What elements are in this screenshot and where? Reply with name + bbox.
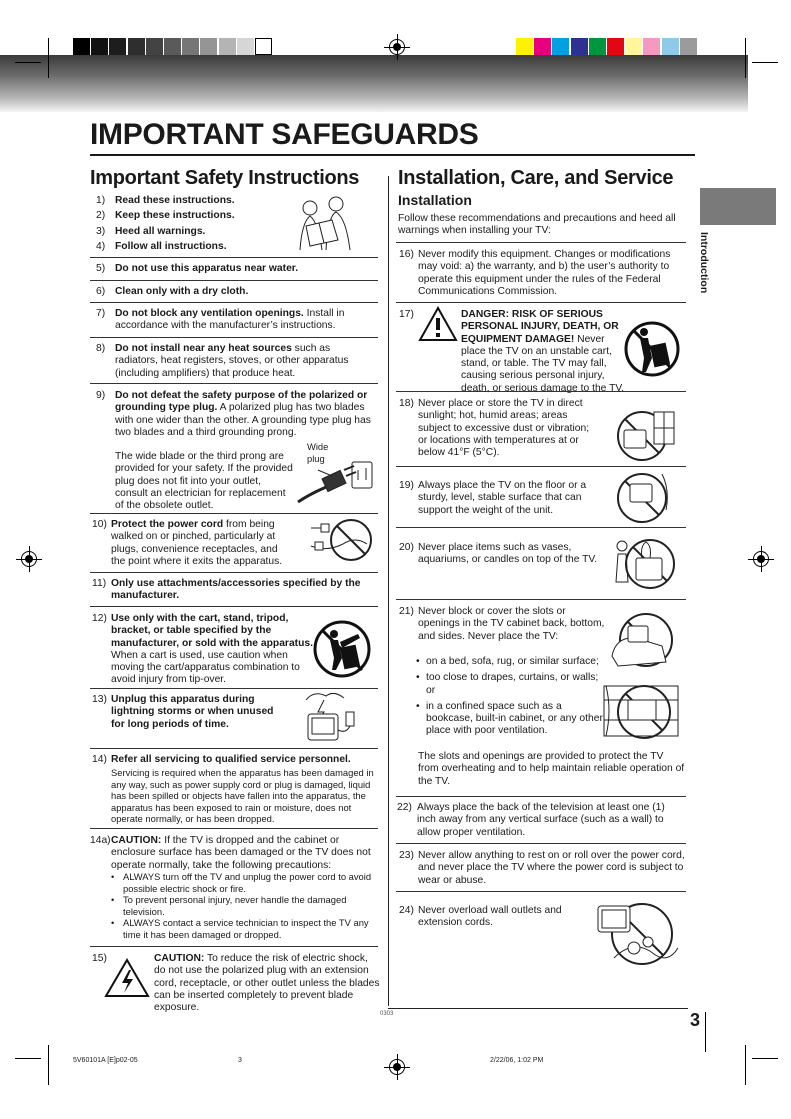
list-item-number: 15) — [92, 953, 107, 964]
list-item: 13) Unplug this apparatus during lightning storms or when unused for long periods of time. — [92, 694, 274, 730]
lightning-storm-illustration — [300, 690, 366, 746]
color-swatch — [607, 38, 624, 55]
unstable-cart-warning-icon — [624, 314, 680, 384]
list-item: 2) Keep these instructions. — [96, 210, 235, 221]
crop-mark — [15, 62, 41, 63]
list-item: 18) Never place or store the TV in direct sunlight; hot, humid areas; areas subject to excessive dust or vibration; or locations with temperatures at or below 41°F (5°C). — [399, 398, 590, 459]
color-swatch — [680, 38, 697, 55]
color-swatch — [255, 38, 272, 55]
list-item: DANGER: RISK OF SERIOUS PERSONAL INJURY, DEATH, OR EQUIPMENT DAMAGE! Never place the TV on an unstable cart, stand, or table. The TV may fall, causing serious personal injury, death, or serious damage to the TV. — [461, 309, 625, 394]
right-heading: Installation, Care, and Service — [398, 167, 674, 189]
crop-mark — [745, 1045, 746, 1085]
crop-mark — [745, 38, 746, 78]
color-swatch — [73, 38, 90, 55]
list-item: 24) Never overload wall outlets and extension cords. — [399, 905, 562, 929]
list-item: 7) Do not block any ventilation openings. Install in accordance with the manufacturer’s instructions. — [96, 308, 345, 332]
footer-rule — [388, 1008, 688, 1009]
color-swatch — [200, 38, 217, 55]
section-tab — [700, 188, 776, 225]
list-item-continued: The wide blade or the third prong are provided for your safety. If the provided plug does not fit into your outlet, consult an electrician for replacement of the obsolete outlet. — [115, 451, 293, 512]
reading-people-illustration — [288, 192, 368, 254]
color-swatch — [552, 38, 569, 55]
overloaded-outlet-illustration — [594, 898, 684, 970]
color-swatch — [91, 38, 108, 55]
sunlight-illustration — [610, 406, 680, 462]
list-item-continued: The slots and openings are provided to protect the TV from overheating and to help maintain reliable operation of the TV. — [418, 751, 685, 787]
left-heading: Important Safety Instructions — [90, 167, 360, 189]
list-item-number: 17) — [399, 309, 414, 320]
list-item: 11) Only use attachments/accessories specified by the manufacturer. — [92, 578, 361, 602]
intro-text: Follow these recommendations and precautions and heed all warnings when installing your TV: — [398, 213, 676, 237]
list-item-continued: Servicing is required when the apparatus has been damaged in any way, such as power supply cord or plug is damaged, liquid has been spilled or objects have fallen into the apparatus, the apparatus has been exposed to rain or moisture, does not operate normally, or has been dropped. — [111, 767, 374, 825]
color-swatch — [182, 38, 199, 55]
footer-code: 0303 — [380, 1011, 394, 1017]
registration-mark-icon — [389, 39, 405, 55]
unstable-surface-illustration — [614, 470, 680, 524]
footer-page: 3 — [238, 1057, 242, 1064]
color-swatch — [534, 38, 551, 55]
list-item: 6) Clean only with a dry cloth. — [96, 286, 249, 297]
cart-tipover-warning-icon — [312, 620, 372, 678]
list-item: 9) Do not defeat the safety purpose of the polarized or grounding type plug. A polarized plug has two blades with one wider than the other. A grounding type plug has two blades and a third grounding prong. — [96, 390, 371, 438]
vase-on-tv-illustration — [612, 532, 680, 592]
page-title: IMPORTANT SAFEGUARDS — [90, 118, 479, 151]
color-swatch — [128, 38, 145, 55]
list-item: 12) Use only with the cart, stand, tripod, bracket, or table specified by the manufacturer, or sold with the apparatus. When a cart is used, use caution when moving the cart/apparatus combination to avoid injury from tip-over. — [92, 613, 313, 686]
electric-shock-warning-icon — [104, 957, 150, 999]
list-item: 10) Protect the power cord from being walked on or pinched, particularly at plugs, convenience receptacles, and the point where it exits the apparatus. — [92, 519, 283, 567]
color-swatch — [219, 38, 236, 55]
color-swatch — [237, 38, 254, 55]
drapes-bookcase-illustration — [600, 680, 680, 744]
list-item: 23) Never allow anything to rest on or roll over the power cord, and never place the TV where the power cord is subject to wear or abuse. — [399, 850, 685, 886]
list-item: 14a) CAUTION: If the TV is dropped and the cabinet or enclosure surface has been damaged or the TV does not operate normally, take the following precautions: — [90, 835, 371, 871]
list-item: 5) Do not use this apparatus near water. — [96, 263, 299, 274]
list-item: 3) Heed all warnings. — [96, 226, 206, 237]
registration-mark-icon — [753, 551, 769, 567]
color-swatch — [643, 38, 660, 55]
wide-plug-label: Wide plug — [307, 441, 329, 464]
registration-mark-icon — [389, 1059, 405, 1075]
crop-mark — [48, 1045, 49, 1085]
footer-file: 5V60101A [E]p02-05 — [73, 1057, 138, 1064]
list-item: 20) Never place items such as vases, aquariums, or candles on top of the TV. — [399, 542, 598, 566]
color-swatch — [516, 38, 533, 55]
footer-date: 2/22/06, 1:02 PM — [490, 1057, 544, 1064]
right-subheading: Installation — [398, 192, 472, 208]
color-swatch — [146, 38, 163, 55]
list-item: 1) Read these instructions. — [96, 195, 235, 206]
color-swatch — [571, 38, 588, 55]
color-swatch — [589, 38, 606, 55]
color-swatch — [109, 38, 126, 55]
color-swatch — [625, 38, 642, 55]
bed-sofa-illustration — [606, 606, 680, 676]
title-rule — [90, 154, 695, 156]
header-band — [0, 55, 748, 112]
crop-mark — [752, 1058, 778, 1059]
registration-mark-icon — [21, 551, 37, 567]
crop-mark — [705, 1012, 706, 1052]
list-item: CAUTION: To reduce the risk of electric shock, do not use the polarized plug with an extension cord, receptacle, or other outlet unless the blades can be inserted completely to prevent blade exposure. — [154, 953, 380, 1014]
list-item: 14) Refer all servicing to qualified service personnel. — [92, 754, 351, 765]
list-item: 4) Follow all instructions. — [96, 241, 227, 252]
crop-mark — [752, 62, 778, 63]
bullet-list: • ALWAYS turn off the TV and unplug the power cord to avoid possible electric shock or fire. • To prevent personal injury, never handle the damaged television. • ALWAYS contact a service technician to inspect the TV any time it has been damaged or dropped. — [111, 871, 372, 940]
list-item: 21) Never block or cover the slots or openings in the TV cabinet back, bottom, and sides. Never place the TV: — [399, 606, 605, 642]
color-swatch — [164, 38, 181, 55]
section-tab-label: Introduction — [698, 232, 710, 294]
page-number: 3 — [690, 1010, 701, 1030]
list-item: 19) Always place the TV on the floor or a sturdy, level, stable surface that can support the weight of the unit. — [399, 480, 587, 516]
crop-mark — [48, 38, 49, 78]
crop-mark — [15, 1058, 41, 1059]
bullet-list: • on a bed, sofa, rug, or similar surface; • too close to drapes, curtains, or walls; or • in a confined space such as a bookcase, built-in cabinet, or any other place with poor ventilation. — [416, 656, 603, 737]
color-swatch — [662, 38, 679, 55]
power-cord-illustration — [307, 516, 377, 566]
list-item: 8) Do not install near any heat sources such as radiators, heat registers, stoves, or other apparatus (including amplifiers) that produce heat. — [96, 343, 349, 379]
polarized-plug-illustration — [290, 458, 380, 508]
list-item: 22) Always place the back of the television at least one (1) inch away from any vertical surface (such as a wall) to allow proper ventilation. — [397, 802, 665, 838]
list-item: 16) Never modify this equipment. Changes or modifications may void: a) the warranty, and b) the user’s authority to operate this equipment under the rules of the Federal Communications Commission. — [399, 249, 671, 297]
column-divider — [388, 176, 389, 1006]
